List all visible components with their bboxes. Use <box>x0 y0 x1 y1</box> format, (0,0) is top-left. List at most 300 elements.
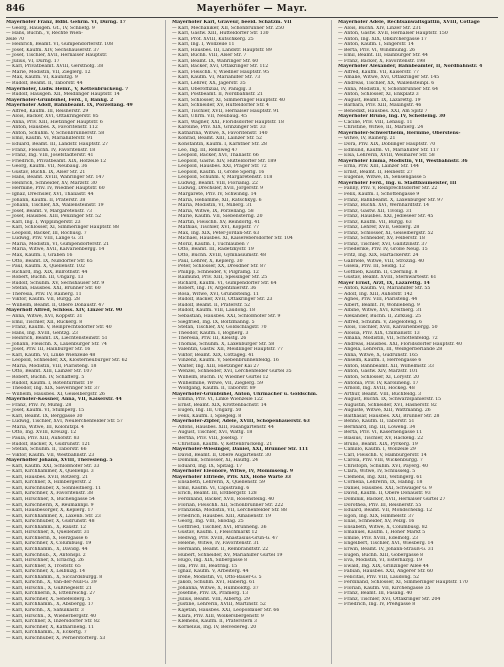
directory-entry: — Helene, Witwe, IV, Favoritenstr. 31 <box>172 541 260 547</box>
directory-entry: — Florian, Fleischh. XII, Schönbrunner Str. 222 <box>172 502 284 508</box>
directory-entry: — August, Beamt. IX, Lazarettg. 19 <box>338 97 421 103</box>
directory-entry: — Walter, Ing. XIII, Hietzinger Kai 27 <box>172 363 260 369</box>
directory-entry: — Rudolf, Beamt. II, Taborstr. 44 <box>6 81 83 87</box>
directory-entry: — Daniel, Hausbes. XXI, Schwaiger G. 9 <box>338 485 432 491</box>
directory-entry: — Anna, Witwe, X, Gudrunstr. 165 <box>338 352 418 358</box>
directory-entry: — Anton, Schlosser, XI, Enkplatz 3 <box>338 92 419 98</box>
directory-entry: — Wilhelm, Hausbes. XI, Geiselbergstr. 26 <box>6 391 105 397</box>
directory-entry: — Maria, Witwe, IX, Porzellang. 58 <box>172 208 254 214</box>
directory-entry: — Stefan, Schuhm. II, Taborstr. 66 <box>6 447 87 453</box>
directory-entry: — Marie, Kaufm. VII, Siebensterng. 20 <box>172 214 263 220</box>
directory-entry: — Ignaz, Drechsler, XVI, Thaliastr. 44 <box>6 191 94 197</box>
directory-entry: — Ferdinand, Bäcker, XVII, Rosensteing. 40 <box>172 497 275 503</box>
directory-entry: — Ludwig, Drechsler, XVII, Jörgerstr. 9 <box>172 186 264 192</box>
directory-entry: — Paula, Priv. XIII, Auhofstr. 83 <box>6 436 80 442</box>
directory-entry: — Emil, Kaufm. VI, Mariahilferstr. 91 <box>6 136 93 142</box>
directory-entry: — Otto, Beamt. III, Radetzkystr. 19 <box>172 247 254 253</box>
directory-entry: — Wilhelm, Buchh. IV, Wiedner Gürtel 12 <box>172 375 269 380</box>
directory-entry: — Erna, Priv. XIII, Lainzer Str. 144 <box>338 164 419 170</box>
directory-entry: — Bernhard, Ing. III, Löweng. 34 <box>338 424 416 430</box>
directory-entry: — Carola, Priv. VIII, Wickenburgg. 7 <box>338 458 423 464</box>
directory-entry: — Emilie, Priv. XVIII, Edelhofg. 23 <box>338 535 419 541</box>
directory-entry: — Leopold, Gastw. XIV, Hütteldorfer Str. 189 <box>172 158 277 164</box>
directory-entry: — Eugenie, Witwe, IX, Sensengasse 5 <box>338 175 426 181</box>
directory-entry: — Wolfgang, Kaufm. II, Taborstr. 89 <box>172 386 256 392</box>
directory-entry: — Blasius, Tischler, XV, Hackeng. 22 <box>338 436 424 442</box>
directory-entry: — Alois, Bäcker, XVI, Ottakringerstr. 85 <box>6 114 99 120</box>
directory-entry: — Eduard, Beamt. III, Landstr. Hauptstr. 27 <box>6 142 109 148</box>
directory-entry: — Julius, Beamt. VIII, Albertg. 29 <box>172 596 250 602</box>
directory-entry: — Robert, Ing. IV, Argentinierstr. 36 <box>172 286 257 292</box>
directory-entry: — Johann, Fleischh. X, Laxenburger Str. 74 <box>6 341 107 347</box>
directory-entry: — Karl, Kaufm. VI, Linke Wienzeile 48 <box>6 352 96 358</box>
directory-entry: — Aloisia, Priv. XIX, Chimanistr. 13 <box>338 330 420 336</box>
directory-entry: — Ignaz, Kaufm. V, Arbeiterg. 44 <box>172 569 249 575</box>
directory-entry: — Gottlieb, Kaufm. II, Czerning. 8 <box>338 269 418 275</box>
directory-entry: — Mathias, Tischler, XVI, Koppstr. 77 <box>172 225 259 231</box>
directory-entry: — Robert, Buchh. IV, Schäfferg. 5 <box>6 375 85 380</box>
directory-entry: — Karl, Privatbeamt. XVIII, Gersthofg. 38 <box>6 64 104 70</box>
directory-entry: Mayerhöfer Franz, Bdbl. Gehrm. VI, Dürng. 17 <box>6 20 126 25</box>
directory-entry: — David, Kaufm. II, Obere Donaustr. 93 <box>338 491 431 497</box>
directory-entry: — Richard, Kaufm. VI, Gumpendorfer Str. 64 <box>172 280 277 286</box>
directory-entry: — Franz, Schlosser, XI, Geiselbergstr. 52 <box>338 230 434 236</box>
directory-entry: — Emil, Kaufm. VI, Capistrang. 6 <box>172 485 250 491</box>
directory-entry: — Eugen, Ing. III, Ungarg. 50 <box>172 408 242 414</box>
column-1 <box>6 20 166 664</box>
directory-entry: — Arnold, Ing. XVIII, Hockeg. 48 <box>338 386 415 392</box>
directory-entry: Mayerhofer Ferd., Ing. u. Stadtbaumeister, III <box>338 180 457 186</box>
directory-entry: — Johanna, Witwe, X, Humboldtg. 37 <box>172 585 259 591</box>
directory-entry: — Johann, Kaufm. II, Praterstr. 38 <box>6 197 86 203</box>
directory-entry: — Theresia, Priv. IV, Rainerg. 11 <box>6 291 82 297</box>
directory-entry: — Karl, Prof. XVIII, Kutschkerg. 25 <box>172 36 254 42</box>
directory-entry: — Bertha, Priv. VIII, Josefsg. 7 <box>172 436 243 442</box>
directory-entry: — Anton, Kaufm. VI, Mariahilfer Str. 55 <box>338 286 431 292</box>
directory-entry: Mayerhofer-Wiesinger, Daniel, XXI, Brünner Str. 111 <box>172 447 309 453</box>
directory-entry: — Berta, Priv. VI, Windmühlg. 26 <box>338 47 416 53</box>
directory-entry: — Leopold, Kaufm. II, Große Sperlg. 16 <box>172 169 265 175</box>
directory-entry: — Karl, Kirschner, X, Katharineng. 11 <box>6 624 94 630</box>
directory-entry: — Franz, Kaufm. VII, Burgg. 63 <box>338 219 412 225</box>
directory-entry: — Justine, Lehrerin, XVIII, Martinstr. 52 <box>172 602 266 608</box>
directory-entry: — Georg, Hausgeh. Gt., IV, Schliefg. 9 <box>6 25 95 31</box>
directory-entry: — Otto, Buchh. XVIII, Gymnasiumstr. 48 <box>172 252 267 258</box>
directory-entry: — Stefan, Hausbes. XXI, Brünner Str. 60 <box>6 286 101 292</box>
directory-entry: — Karl, Kirchnerin, X, Herzgasse 6 <box>6 535 88 541</box>
directory-entry: — Fabian, Hausbes. XXI, Angerer Str. 60 <box>338 569 433 575</box>
directory-entry: — Alois, Tischler, XVII, Kalvarienbergg. 50 <box>338 325 438 331</box>
directory-entry: — Hugo, Ing. XIX, Silbergasse 8 <box>172 558 247 564</box>
directory-entry: — Karl, Kirschner, X, Favoritenstr. 38 <box>6 491 94 497</box>
directory-entry: — Theodor, Ing. XIX, Sieveringer Str. 37 <box>6 386 100 392</box>
directory-entry: — Andreas, Tischler, XX, Wallensteinpl. 6 <box>338 81 435 87</box>
directory-entry: — Gustav, Beamt. XVIII, Sternwartestr. 61 <box>338 275 437 281</box>
directory-entry: — Anton, Schuhm. V, Schönbrunnerstr. 58 <box>6 130 105 136</box>
directory-entry: — Franz, Schneider, XV, Felberstr. 18 <box>338 236 425 242</box>
directory-entry: — Leo, Ing. III, Rennweg 47 <box>172 147 238 153</box>
directory-entry: Mayerhofer-Grünbühel, Anton, Uhrmacher u. Goldschm. <box>172 391 318 397</box>
directory-entry: — Karl, Kirschhuber, X, Gudrunstr. 48 <box>6 519 95 525</box>
directory-entry: Mayerhofer Elfriede, Priv. XIX, Hohe Warte 33 <box>172 474 291 480</box>
directory-entry: — Emil, Beamt. III, Hainburger Str. 44 <box>338 53 428 59</box>
directory-entry: — Franz, Gastw. XII, Tivolig. 31 <box>338 208 412 214</box>
directory-entry: — August, Buchh. IX, Schwarzspanierstr. 15 <box>338 397 442 403</box>
directory-entry: — Thomas, Schuhm. X, Laxenburger Str. 58 <box>172 341 275 347</box>
directory-entry: — Karl, Kirchhammer, X, Laxenb. Str. 23 <box>6 513 101 519</box>
directory-entry: — Rudolf, Beamt. II, Praterstr. 52 <box>172 302 251 308</box>
directory-entry: Mayerhofer-Grünbühel, Ferd., I, Bankg. 2 <box>6 97 114 103</box>
directory-entry: — Karoline, Priv. XIX, Grinzinger Str. 33 <box>172 125 266 131</box>
directory-entry: — Ernst, Beamt. II, Heinestr. 27 <box>338 169 413 175</box>
directory-entry: — Marie, Modistin, VII, Zieglerg. 12 <box>6 69 91 75</box>
directory-entry: — Engelbert, Tischler, XVI, Wiesberg. 14 <box>338 541 434 547</box>
directory-entry: — Albert, Beamt. IV, Wohllebeng. 9 <box>338 302 420 308</box>
directory-entry: — Karl, Hirschn., X, Gußriegelstr. 21 <box>6 585 92 591</box>
directory-entry: — Franz, Bahnbeamt. X, Laxenburger Str. 97 <box>338 197 444 203</box>
directory-entry: — Karl, Fleischh. V, Wiedner Hauptstr. 95 <box>172 69 270 75</box>
directory-entry: — Karl, Uhrm. VII, Neubaug. 45 <box>172 114 248 120</box>
directory-entry: — Kajetan, Hausbes. XXI, Leopoldauer Str. 66 <box>172 607 280 613</box>
directory-entry: — Dorothea, Priv. III, Reisnerstr. 55 <box>338 502 422 508</box>
directory-entry: — Heinrich, Schneider, XV, Märzstr. 30 <box>6 180 97 186</box>
directory-entry: — Franz, Buchh. XVI, Wernhardtstr. 14 <box>338 203 430 209</box>
directory-entry: — Max, Ing. XIX, Peter-Jordan-Str. 63 <box>172 230 260 236</box>
directory-entry: — Wenzel, Schneider, XVI, Lerchenfelder Gürtel 35 <box>172 369 292 375</box>
directory-entry: — Karl, Hirschner, X, Buchengasse 54 <box>6 497 95 503</box>
directory-entry: — Franziska, Modistin, VII, Lerchenfelder Str. 88 <box>172 508 287 514</box>
directory-entry: — Karl, Hirschner, X, Erlachg. 26 <box>6 558 84 564</box>
directory-entry: — Karl, Kirschhub., X, Antonspl. 2 <box>6 552 86 558</box>
directory-entry: Mayerhofer-Schwertheim, Hermine, Oberstens- <box>338 130 461 136</box>
directory-entry: — Ferdinand, Schlosser, XI, Simmeringer Hauptstr. 170 <box>338 580 468 586</box>
directory-entry: — Felicitas, Priv. VIII, Laudong. 52 <box>338 574 420 580</box>
directory-entry: — Klara, Priv. XIII, Wolkersbergenstr. 9 <box>172 613 264 619</box>
directory-entry: Mayerhofer Adolf, Bahnbeamt. IX, Porzellang. 49 <box>6 103 133 109</box>
column-2 <box>172 20 332 664</box>
directory-entry: — Katharina, Witwe, X, Favoritenstr. 140 <box>172 130 268 136</box>
directory-entry: — Max, Kaufm. VI, Kaunitzg. 9 <box>6 75 78 81</box>
directory-entry: — Karl, Hirschner, X, Quellenstr. 31 <box>6 530 90 536</box>
directory-entry: — Anton, Kaufm. I, Singerstr. 14 <box>338 42 414 48</box>
directory-entry: — Karl, Oberoffizial, IV, Paniglg. 3 <box>172 86 252 92</box>
directory-entry: — Egon, Ing. XIX, Himmelstr. 37 <box>338 513 414 519</box>
directory-entry: — Jakob, Schuhm. XVI, Haberlg. 61 <box>172 580 256 586</box>
directory-entry: — Anton, Hausbes. X, Favoritenstr. 112 <box>6 125 98 131</box>
directory-entry: — Anna, Modistin, V, Schönbrunner Str. 64 <box>338 86 439 92</box>
directory-entry: — Arthur, Beamt. VIII, Buchfeldg. 3 <box>338 391 422 397</box>
directory-entry: — Amalia, Modistin, VII, Schottenfeldg. 72 <box>338 336 438 342</box>
directory-entry: — Christine, Witwe, III, Marxerg. 24 <box>338 125 424 131</box>
directory-entry: — Karl, Kirschhuber, X, Sonnleitnerg. 11 <box>6 485 102 491</box>
directory-entry: — Karl, Kirchhamm., X, Siccardsburgg. 8 <box>6 574 103 580</box>
directory-entry: — Leopold, Schuhm. V, Margaretenstr. 118 <box>172 175 273 181</box>
directory-entry: — Franz, Fleischh. IV, Favoritenstr. 18 <box>6 147 96 153</box>
directory-entry: — Felix, Kaufm. I, Schottengasse 9 <box>338 191 420 197</box>
directory-entry: — Hedwig, Priv. XVIII, Anastasius-Grün-G. 47 <box>172 535 278 541</box>
directory-entry: — Josef, Priv. III, Hainburger Str. 16 <box>6 347 91 353</box>
directory-entry: — Paul, Kaufm. X, Quellenstr. 102 <box>6 264 85 270</box>
directory-entry: — Dominik, Schlosser, XI, Hauffg. 24 <box>172 458 259 464</box>
directory-entry: — Maria, Modistin, VI, Millerg. 31 <box>172 203 253 209</box>
directory-entry: — Karl, Bäcker, XVI, Ottakringer Str. 112 <box>172 64 269 70</box>
directory-entry: — Franz, Priv. IV, Mühlg. 28 <box>6 402 72 408</box>
directory-entry: — Vinzenz, Kaufm. V, Siebenbrunnenfeldg. 16 <box>172 358 279 364</box>
directory-entry: — Franz, Kaufm. V, Reinprechtsdorfer Str. 40 <box>6 325 112 331</box>
directory-entry: — Kornelius, Ing. IV, Belvedereg. 20 <box>172 624 257 630</box>
directory-entry: — Karl, Hausbesorger, X, Keplerg. 17 <box>6 508 94 514</box>
page-number: 846 <box>6 4 25 14</box>
directory-entry: — Gustav, Buchh. IX, Alser Str. 21 <box>6 169 86 175</box>
directory-entry: Mayer Ernst, Arzt, IX, Lazarettg. 14 <box>338 280 430 286</box>
directory-entry: — David, Beamt. II, Obere Augartenstr. 30 <box>172 452 272 458</box>
directory-entry: — Cäcilie, Priv. VIII, Lenaug. 11 <box>338 119 413 125</box>
directory-entry: — Sebastian, Hausbes. XXI, Schloßhofer Str. 9 <box>172 313 281 319</box>
directory-entry: — Dora, Priv. XIX, Döblinger Hauptstr. 70 <box>338 142 436 148</box>
directory-entry: — Karl, Kirchner, X, Troststr. 65 <box>6 563 81 569</box>
directory-entry: Mayerhofer Alexander, Bahnbeamter, II, Nordbahnstr. 4 <box>338 64 483 70</box>
directory-entry: — Karl, Kaufm. VI, Mariahilfer Str. 73 <box>172 75 261 81</box>
directory-entry: — Benedikt, Hausbes. XXI, Am Spitz 7 <box>338 108 428 114</box>
directory-entry: — Max, Kaufm. I, Graben 16 <box>6 252 73 258</box>
directory-entry: — Franz, Tischler, XVI, Ottakringer Str. 204 <box>338 596 441 602</box>
directory-entry: — Balthasar, Hausbes. XXI, Brünner Str. 28 <box>338 413 440 419</box>
directory-entry: — Maria, Witwe, III, Kolonitzpl. 4 <box>6 424 84 430</box>
directory-entry: — Georg, Kaufm. VII, Neubaug. 36 <box>6 164 88 170</box>
directory-entry: — Amalie, Witwe, XVI, Ottakringer Str. 145 <box>338 75 440 81</box>
directory-entry: — Gisela, Priv. III, Seidlg. 12 <box>338 264 405 270</box>
directory-entry: — Raimund, Priv. XIII, Speisinger Str. 25 <box>172 275 268 281</box>
directory-entry: — Georg, Ing. VIII, Skodag. 25 <box>172 519 244 525</box>
directory-entry: — Anna, Priv. XIII, Hietzinger Hauptstr. 6 <box>6 119 103 125</box>
directory-entry: — Martin, Fleischh. XV, Reindorfg. 41 <box>172 219 261 225</box>
running-title: Mayerhöfer — Mayr. <box>196 4 308 14</box>
directory-entry: — Elisabeth, Lehrerin, X, Quellenstr. 59 <box>172 480 265 486</box>
directory-entry: — Wilhelm, Beamt. II, Obere Donaustr. 47 <box>6 302 105 308</box>
directory-entry: — Ludwig, Tischler, XVI, Neulerchenfelder Str. 57 <box>6 419 123 425</box>
directory-entry: Mayerhofer Emma, Modistin, VII, Westbahnstr. 36 <box>338 158 468 164</box>
header-rule <box>6 17 498 18</box>
directory-entry: — Clemens, Ing. XIII, Veitingerg. 61 <box>338 474 423 480</box>
directory-entry: — Konrad, Beamt. XIII, Lainzer Str. 52 <box>172 136 262 142</box>
directory-entry: — Rudolf, Kaufm. VIII, Laudong. 18 <box>172 308 256 314</box>
directory-entry: Mayerhofer-Kossner, Anna, VII, Kaiserstr. 44 <box>6 397 122 403</box>
directory-entry: — Josef, Kaufm. XIV, Sechshauserstr. 37 <box>6 47 100 53</box>
directory-entry: — Karl, Mechaniker, XII, Schönbrunner Str. 250 <box>172 25 285 31</box>
directory-entry: — Karl, Kirchner, X, Himbergerstr. 2 <box>6 480 92 486</box>
directory-entry: — Adolf, Ing. XIII, Auhofstr. 142 <box>338 291 413 297</box>
directory-entry: — Elisabeth, Witwe, X, Columbusg. 82 <box>338 524 428 530</box>
directory-entry: — Fritz, Ing. XIX, Hartäckerstr. 24 <box>338 252 419 258</box>
directory-entry: — Hans, Beamt. XVIII, Währinger Str. 147 <box>6 175 105 181</box>
directory-entry: — Leopold, Bäcker, III, Rochusg. 7 <box>6 230 87 236</box>
directory-entry: — Philipp, Schneider, V, Pilgramg. 12 <box>172 269 259 275</box>
directory-entry: Mayerhofer, Ludw. Heinr., V, Kettenbrückeng. 7 <box>6 86 129 92</box>
directory-entry: — Alexander, Buchh. II, Zirkusg. 25 <box>338 313 422 319</box>
directory-entry: — Karl, Kirchnerin, X, Ettenreichg. 27 <box>6 591 96 597</box>
directory-entry: — Franz, Tischler, XVI, Gallitzinstr. 37 <box>338 241 428 247</box>
directory-entry: — Karl, Postbeamt. II, Nordbahnstr. 21 <box>172 92 263 98</box>
directory-entry: — Augustin, Schneider, XVI, Hasnerstr. 82 <box>338 402 437 408</box>
directory-entry: — Ida, Priv. III, Beatrixg. 15 <box>172 563 238 569</box>
directory-entry: — Josef, Beamt. V, Margaretenstr. 73 <box>6 208 92 214</box>
directory-entry: — Gustav, Kaufm. I, Fleischmarkt 12 <box>172 530 258 536</box>
directory-entry: — Karl, Kirchhamm., X, Absbergg. 17 <box>6 602 94 608</box>
directory-entry: — Karl, Hausbes. III, Landstr. Hauptstr. 89 <box>172 47 272 53</box>
directory-entry: — Alfred, Kaufm. III, Reisnerstr. 29 <box>6 108 89 114</box>
directory-entry: — Julius, VI, Dürng. 17 <box>6 58 60 64</box>
directory-entry: — Klemens, Kaufm. II, Praterstern 3 <box>172 619 257 625</box>
directory-entry: — Benno, Kaufm. II, Taborstr. 51 <box>338 419 415 425</box>
directory-entry: — Agnes, Priv. VIII, Piaristeng. 44 <box>338 297 418 303</box>
directory-entry: — Karl, Kirschner, X, Senefelderg. 5 <box>6 596 91 602</box>
directory-entry: — Karl, Lehrer, XX, Jägerstr. 35 <box>172 81 246 87</box>
directory-entry: — Josef, Kaufm. VI, Stumperg. 15 <box>6 408 85 414</box>
directory-entry: — Rudolf, Schuhm. XV, Sechshauser Str. 9 <box>6 280 105 286</box>
directory-entry: — Bruno, Beamt. XIX, Pyrkerg. 19 <box>338 441 418 447</box>
directory-entry: — Karl, Kirschner, X, Columbusg. 19 <box>6 541 92 547</box>
directory-entry: — Eduard, Beamt. VII, Mondscheing. 12 <box>338 508 433 514</box>
directory-entry: — Gottfried, Tischler, XVI, Brunneng. 36 <box>172 524 267 530</box>
directory-entry: — Anton, Schlosser, XI, Lorystr. 20 <box>338 375 420 380</box>
directory-entry: — Hermann, Beamt. II, Rembrandtstr. 22 <box>172 546 269 552</box>
directory-entry: — Theodor, Kaufm. I, Bognerg. 3 <box>172 330 249 336</box>
directory-entry: — Viktor, Kaufm. VII, Burgg. 28 <box>6 297 80 303</box>
directory-entry: — Erich, Beamt. III, Erdbergstr. 128 <box>172 491 257 497</box>
directory-entry: — Karl, Kirschner, X, Leibnizg. 14 <box>6 569 86 575</box>
page-header <box>6 4 498 18</box>
directory-entry: — Karl, Kirschnerin, X, Reumannpl. 9 <box>6 502 94 508</box>
directory-entry: — Ewald, Ing. XIX, Grinzinger Allee 44 <box>338 563 429 569</box>
directory-entry: — Josef, Tischler, XVII, Hernalser Hauptstr. <box>6 53 108 59</box>
directory-entry: — Maria, Hebamme, XII, Ratschkyg. 6 <box>172 197 262 203</box>
directory-entry: — Heinrich, Beamt. VI, Gumpendorferstr. 108 <box>6 42 114 48</box>
directory-entry: — Anton, Gastw. XVII, Hernalser Hauptstr. 150 <box>338 31 448 37</box>
directory-entry: — Eduard, Ing. IX, Spitalg. 17 <box>172 463 243 469</box>
directory-entry: — Fanny, Priv. V, Reinprechtsdorfer Str. 22 <box>338 186 438 192</box>
directory-entry: — Karl, Tischler, XVII, Hernalser Hauptstr. 91 <box>172 108 280 114</box>
directory-entry: — Karl, Kirchhamm., X, Eckertg. 7 <box>6 630 87 636</box>
directory-columns <box>6 20 498 664</box>
directory-entry: — Konstantin, Kaufm. I, Kärntner Str. 28 <box>172 142 267 148</box>
directory-entry: — Karl, Wagner, XXI, Floridsdorfer Hauptstr. 18 <box>172 119 284 125</box>
directory-entry: — Elsa, Lehrerin, XVIII, Weimarer Str. 58 <box>338 153 435 159</box>
directory-entry: — Karl, Schlosser, XI, Simmeringer Hauptstr. 88 <box>6 225 119 231</box>
directory-entry: — Emma, Priv. VI, Linke Wienzeile 122 <box>172 397 263 403</box>
directory-entry: — Otto, Beamt. IX, Nußdorfer Str. 65 <box>6 258 93 264</box>
directory-entry: — Richard, Ing. XIX, Billrothstr. 44 <box>6 269 88 275</box>
directory-entry: — Franz, Hausbes. XXI, Jedleseer Str. 45 <box>338 214 434 220</box>
directory-entry: — Alfons, Hausbes. XIII, Fasangartenstr. 44 <box>172 424 274 430</box>
directory-entry: Mayerhofer Karl, Graveur, beeid. Schätzm. VII <box>172 20 292 25</box>
directory-entry: — Johann, Tischler, XX, Wallensteinstr. 19 <box>6 203 104 209</box>
directory-entry: — Karl, Kirschhuber, X, Pernerstorferg. 53 <box>6 635 106 641</box>
directory-entry: — Elias, Schneider, XV, Pelzg. 16 <box>338 519 415 525</box>
directory-entry: — Karl, Kaufm. XXI, Schloßhofer Str. 33 <box>6 463 100 469</box>
directory-entry: — Karl, Kirschh., X, Sahulkastr. 3 <box>6 607 84 613</box>
directory-entry: — Alfred, Schuhm. V, Ziegelofeng. 6 <box>338 319 423 325</box>
directory-entry: — Anna, Witwe, XVI, Koppstr. 31 <box>6 313 83 319</box>
directory-entry: Mayerhöffer Johann, XVIII, Theresieng. 5 <box>6 458 113 464</box>
directory-entry: — Franz, Bäcker, X, Favoritenstr. 198 <box>338 58 426 64</box>
directory-entry: — Cornelia, Lehrerin, IX, Hahng. 18 <box>338 480 423 486</box>
directory-entry: — Clara, Witwe, IV, Schlüsselg. 5 <box>338 469 416 475</box>
directory-entry: — Albine, Witwe, XVI, Kreitnerg. 31 <box>338 308 422 314</box>
directory-entry: — Christoph, Schuhm. XVI, Payerg. 40 <box>338 463 429 469</box>
directory-entry: — Karl, Kirchhamm., X, Raxstr. 12 <box>6 524 86 530</box>
directory-entry: — Karl, Kirschh., X, Van-der-Nüll-G. 39 <box>6 580 97 586</box>
directory-entry: — Berta, Priv. VI, Kasernengasse 11 <box>338 430 423 436</box>
column-3 <box>338 20 498 664</box>
directory-entry: — Theresia, Priv. III, Kleistg. 26 <box>172 336 247 342</box>
directory-entry: — Ludwig, Beamt. VIII, Florianig. 22 <box>172 180 258 186</box>
directory-entry: — Michael, Hausbes. XI, Kaiserebersdorfer Str. 104 <box>172 236 293 242</box>
directory-entry: Mayerhoff Alfred, Schloss. XIV, Linzer Str. 90 <box>6 308 123 314</box>
directory-entry: — Siegfried, Ing. IX, Boltzmanng. 5 <box>172 319 255 325</box>
directory-entry: — Leopold, Bäcker, XVI, Thaliastr. 66 <box>172 153 259 159</box>
directory-entry: — Josef, Hausbes. XIII, Penzinger Str. 52 <box>6 214 102 220</box>
directory-entry: — Hans, Buchh., V, Rechte Wien- <box>6 31 83 37</box>
directory-entry: — Karl, Kirchner, X, Inzersdorfer Str. 82 <box>6 619 100 625</box>
directory-entry: — Antonia, Priv. IV, Karolineng. 17 <box>338 380 419 386</box>
directory-entry: — Emil, Tischler, XII, Ruckerg. 8 <box>6 319 83 325</box>
directory-entry: — Ernst, Beamt. XIX, Krottenbachstr. 14 <box>172 402 267 408</box>
directory-entry: — Maria, Witwe, XVII, Kalvarienbergg. 14 <box>6 247 105 253</box>
directory-entry: — Otto, Beamt. XIII, Lainzer Str. 107 <box>6 369 93 375</box>
directory-entry: — Maria, Modistin, VIII, Piaristeng. 18 <box>6 363 97 369</box>
directory-entry: — Anton, Ing. XIX, Obkirchergasse 17 <box>338 36 427 42</box>
directory-entry: — Anton, Gastw. XIV, Märzstr. 101 <box>338 369 418 375</box>
directory-entry: — Maria, Modistin, VI, Gumpendorferstr. 21 <box>6 241 110 247</box>
directory-entry: — Karl, Ing. I, Wollzeile 11 <box>172 42 235 48</box>
directory-entry: — Peter, Schlosser, XX, Dresdner Str. 87 <box>172 264 266 270</box>
directory-entry: Mayerhofer Eleonore, Witwe, IV, Mommseng. 9 <box>172 469 294 475</box>
directory-entry: — Karl, Beamt. IX, Währinger Str. 60 <box>172 58 259 64</box>
directory-entry: — Karl, Gastw. XIII, Hütteldorfer Str. 130 <box>172 31 269 37</box>
directory-entry: — Rudolf, Bäcker, XVII, Ottakringer Str. 23 <box>172 297 273 303</box>
directory-entry: — Karl, Beamt. IX, Berggasse 30 <box>6 413 83 419</box>
directory-entry: — Rudolf, Hausgeh. XII, Meidlinger Hauptstr. 14 <box>6 92 120 98</box>
directory-entry: — Robert, Buchh. III, Ungarg. 13 <box>6 275 84 281</box>
directory-entry: — Karl, Ing. I, Wipplingerstr. 23 <box>6 219 81 225</box>
directory-entry: — Otto, Ing. XVIII, Kreuzg. 12 <box>6 430 77 436</box>
directory-entry: — Hermine, Priv. IV, Wiedner Hauptstr. 60 <box>6 186 105 192</box>
directory-entry: — Edmund, Kaufm. VI, Mariahilfer Str. 117 <box>338 147 439 153</box>
directory-entry: — Josefine, Priv. IX, Pramerg. 13 <box>172 591 249 597</box>
directory-entry: — Christian, Kaufm. V, Kettenbrückeng. 21 <box>172 441 273 447</box>
directory-entry: — Friedrich, Privatbeamt. XIX, Hofzeile 12 <box>6 158 106 164</box>
directory-entry: — Angela, Lehrerin, III, Weißgerberlände 28 <box>338 347 443 353</box>
directory-entry: — Hubert, Schneider, XV, Mariahilfer Gürtel 19 <box>172 552 283 558</box>
directory-entry: — Franz, Beamt. III, Fasang. 40 <box>338 591 413 597</box>
directory-entry: Mayerhofer-Zipfer, Adele, XVIII, Schopenhauerstr. 63 <box>172 419 310 425</box>
directory-entry: — Karl, Hausbes. XVII, Rötzerg. 21 <box>6 474 89 480</box>
directory-entry: — Anton, Bahnbeamt. XII, Wilhelmstr. 33 <box>338 363 434 369</box>
directory-entry: — Karl, Buchh. VIII, Alser Str. 7 <box>172 53 247 59</box>
directory-entry: — Andreas, Hausbes. XXI, Floridsdorfer Hauptstr. 40 <box>338 341 462 347</box>
directory-entry: — Eva, Modistin, VI, Esterházyg. 19 <box>338 558 423 564</box>
directory-entry: — Paul, Lehrer, X, Keplerg. 30 <box>172 258 243 264</box>
directory-entry: — Leopold, Hausbes. XXI, Prager Str. 72 <box>172 164 267 170</box>
directory-entry: — Rudolf, Bäcker, X, Gudrunstr. 121 <box>6 441 91 447</box>
directory-entry: — Karl, Hirschn., X, Wienerbergstr. 40 <box>6 613 97 619</box>
directory-entry: Mayerhofer Bruno, Ing. IV, Schelleing. 30 <box>338 114 446 120</box>
directory-entry: — Anselm, Kaufm. I, Herrengasse 6 <box>338 358 422 364</box>
directory-entry: — Carl, Fleischh. V, Hamburgerstr. 14 <box>338 452 427 458</box>
directory-entry: — Barbara, Priv. XIII, Maxingstr. 46 <box>338 103 422 109</box>
directory-entry: — Leopold, Schneider, XX, Klosterneuburger Str. 62 <box>6 358 128 364</box>
directory-entry: — Gabriele, Witwe, VIII, Strozzig. 40 <box>338 258 425 264</box>
